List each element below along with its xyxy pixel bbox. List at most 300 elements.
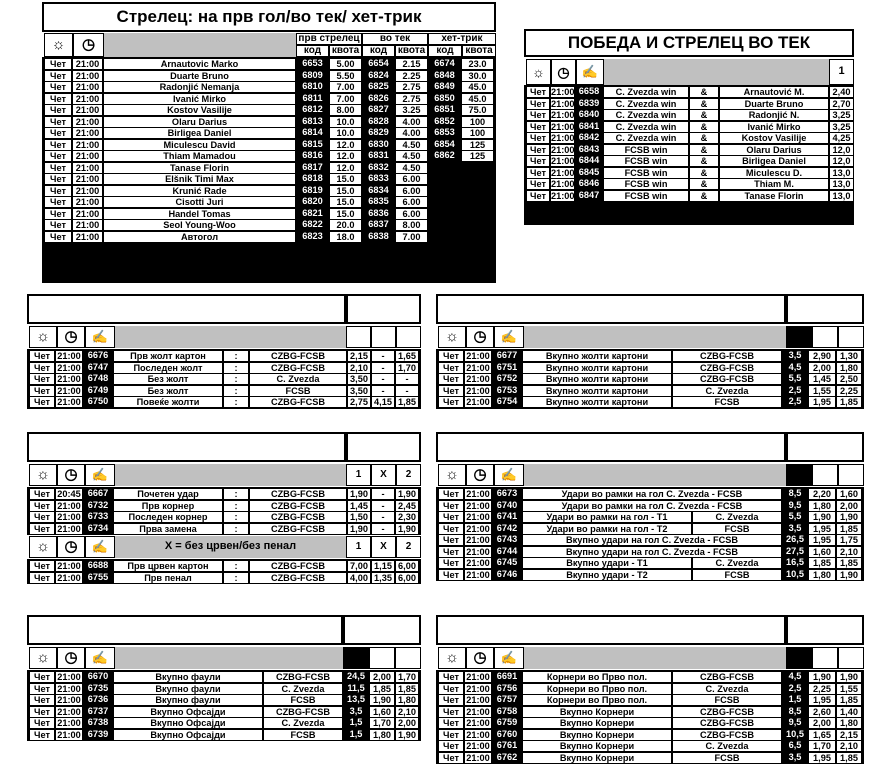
- time-cell: 21:00: [464, 557, 492, 568]
- col-odds: квота: [462, 45, 496, 57]
- table-row: [29, 694, 421, 706]
- hattrick-odds: [461, 231, 494, 242]
- special-col: 1: [346, 536, 371, 558]
- anytime-odds: 4.00: [395, 116, 428, 127]
- anytime-code: 6825: [362, 81, 395, 92]
- shots-col: [812, 464, 838, 486]
- day-cell: Чет: [526, 178, 550, 189]
- odds-1: 3,50: [347, 373, 371, 384]
- code-cell: 6749: [83, 385, 113, 396]
- code-cell: 6734: [83, 523, 113, 534]
- market-name: Последен корнер: [113, 511, 223, 522]
- time-cell: 21:00: [55, 572, 83, 584]
- time-cell: 21:00: [72, 93, 103, 104]
- odds-1: 7,00: [347, 560, 371, 571]
- market-name: Вкупно жолти картони: [522, 350, 672, 361]
- table-row: [29, 500, 421, 512]
- market-name: Вкупно Корнери: [522, 740, 672, 751]
- table-row: [44, 196, 496, 208]
- time-cell: 21:00: [55, 683, 83, 694]
- time-cell: 21:00: [464, 362, 492, 373]
- day-cell: Чет: [438, 362, 464, 373]
- table-row: [438, 546, 864, 558]
- line-cell: 16,5: [782, 557, 808, 568]
- hattrick-code: 6852: [428, 116, 461, 127]
- table-row: [29, 488, 421, 500]
- time-cell: 21:00: [464, 350, 492, 361]
- team-cell: CZBG-FCSB: [672, 373, 782, 384]
- first-scorer-code: 6810: [296, 81, 329, 92]
- odds-over: 2,25: [836, 385, 862, 396]
- odds-under: 1,80: [808, 569, 836, 581]
- table-row: [438, 511, 864, 523]
- time-cell: 21:00: [551, 133, 575, 143]
- market-name: Прв црвен картон: [113, 560, 223, 571]
- team-cell: FCSB: [672, 752, 782, 764]
- code-cell: 6746: [492, 569, 522, 580]
- market-name: Удари во рамки на гол - Т1: [522, 511, 692, 522]
- odds-under: 1,95: [808, 752, 836, 764]
- odds-over: 1,85: [836, 694, 862, 705]
- market-name: Вкупно жолти картони: [522, 396, 672, 408]
- totalyellow-col: [812, 326, 838, 348]
- ampersand: &: [689, 155, 719, 166]
- table-row: [29, 362, 421, 374]
- odds-1: 2,10: [347, 362, 371, 373]
- market-name: Без жолт: [113, 373, 223, 384]
- table-row: [526, 132, 854, 144]
- odds-over: 1,85: [836, 396, 862, 408]
- day-cell: Чет: [526, 121, 550, 132]
- yellow-section: [27, 294, 421, 418]
- first-scorer-code: 6818: [296, 173, 329, 184]
- code-cell: 6739: [83, 729, 113, 740]
- market-name: Корнери во Прво пол.: [522, 683, 672, 694]
- market-name: Без жолт: [113, 385, 223, 396]
- time-cell: 21:00: [55, 717, 83, 728]
- day-cell: Чет: [438, 488, 464, 499]
- market-name: Корнери во Прво пол.: [522, 671, 672, 682]
- team-win: C. Zvezda win: [603, 121, 689, 132]
- odds-under: 2,90: [808, 350, 836, 361]
- day-cell: Чет: [29, 706, 55, 717]
- hattrick-code: [428, 231, 461, 242]
- player-name: Kostov Vasilije: [103, 104, 296, 115]
- col-code: код: [296, 45, 329, 57]
- code-cell: 6747: [83, 362, 113, 373]
- odds-over: 2,15: [836, 729, 862, 740]
- table-row: [438, 396, 864, 408]
- line-cell: 1,5: [782, 694, 808, 705]
- day-cell: Чет: [29, 572, 55, 584]
- time-cell: 21:00: [55, 523, 83, 535]
- day-cell: Чет: [44, 185, 72, 196]
- first-scorer-odds: 10.0: [329, 127, 362, 138]
- day-cell: Чет: [438, 717, 464, 728]
- team-cell: FCSB: [263, 694, 343, 705]
- team-cell: CZBG-FCSB: [249, 572, 347, 584]
- time-cell: 21:00: [55, 511, 83, 522]
- first-scorer-odds: 12.0: [329, 150, 362, 161]
- first-scorer-code: 6814: [296, 127, 329, 138]
- day-cell: Чет: [438, 523, 464, 534]
- code-cell: 6658: [575, 86, 603, 97]
- code-cell: 6756: [492, 683, 522, 694]
- anytime-odds: 2.75: [395, 93, 428, 104]
- hattrick-code: 6854: [428, 139, 461, 150]
- odds-over: 2,50: [836, 373, 862, 384]
- time-cell: 21:00: [72, 185, 103, 196]
- clock-icon: ◷: [73, 33, 104, 57]
- anytime-code: 6826: [362, 93, 395, 104]
- day-cell: Чет: [44, 58, 72, 69]
- player-name: Olaru Darius: [719, 144, 829, 155]
- team-cell: CZBG-FCSB: [249, 560, 347, 571]
- odds-2: 2,45: [395, 500, 419, 511]
- team-cell: CZBG-FCSB: [249, 523, 347, 535]
- time-cell: 21:00: [464, 694, 492, 705]
- odds-under: 1,60: [369, 706, 395, 717]
- time-cell: 21:00: [55, 500, 83, 511]
- anytime-code: 6829: [362, 127, 395, 138]
- hattrick-code: 6848: [428, 70, 461, 81]
- time-cell: 21:00: [72, 208, 103, 219]
- table-row: [526, 86, 854, 98]
- corners-col: [812, 647, 838, 669]
- odds-x: 1,15: [371, 560, 395, 571]
- time-cell: 21:00: [464, 385, 492, 396]
- scorers-header-bar: [104, 33, 296, 57]
- hattrick-odds: 125: [461, 139, 494, 150]
- sun-icon: ☼: [29, 464, 57, 486]
- team-win: C. Zvezda win: [603, 109, 689, 120]
- code-cell: 6691: [492, 671, 522, 682]
- line-cell: 2,5: [782, 396, 808, 407]
- day-cell: Чет: [29, 488, 55, 499]
- player-name: Duarte Bruno: [103, 70, 296, 81]
- hattrick-odds: 30.0: [461, 70, 494, 81]
- odds-under: 2,25: [808, 683, 836, 694]
- line-cell: 3,5: [782, 523, 808, 534]
- odds-under: 1,85: [369, 683, 395, 694]
- code-cell: 6847: [575, 190, 603, 201]
- special-title: [27, 432, 346, 462]
- win-scorer-section: [524, 29, 854, 225]
- day-cell: Чет: [29, 717, 55, 728]
- shots-header-bar: [524, 464, 786, 486]
- anytime-code: 6831: [362, 150, 395, 161]
- time-cell: 21:00: [464, 752, 492, 764]
- ampersand: &: [689, 121, 719, 132]
- table-row: [438, 729, 864, 741]
- code-cell: 6752: [492, 373, 522, 384]
- yellow-title: [27, 294, 346, 324]
- stats-col: [343, 647, 369, 669]
- odds-over: 2,00: [836, 500, 862, 511]
- shots-title: [436, 432, 786, 462]
- code-cell: 6743: [492, 534, 522, 545]
- col-first-scorer: прв стрелец: [296, 33, 362, 45]
- yellow-header-bar: [115, 326, 346, 348]
- team-cell: FCSB: [249, 385, 347, 396]
- player-name: Автогол: [103, 231, 296, 243]
- odds-over: 1,40: [836, 706, 862, 717]
- day-cell: Чет: [29, 350, 55, 361]
- anytime-code: 6824: [362, 70, 395, 81]
- corners-section: [436, 615, 864, 777]
- table-row: [438, 373, 864, 385]
- market-name: Вкупно удари - Т2: [522, 569, 692, 581]
- special-rows: [29, 488, 421, 534]
- odds-over: 1,90: [836, 569, 862, 581]
- code-cell: 6762: [492, 752, 522, 763]
- odds-under: 1,45: [808, 373, 836, 384]
- day-cell: Чет: [44, 231, 72, 243]
- special-col: 2: [396, 464, 421, 486]
- table-row: [44, 173, 496, 185]
- market-name: Вкупно Корнери: [522, 717, 672, 728]
- table-row: [526, 178, 854, 190]
- ampersand: &: [689, 109, 719, 120]
- team-cell: CZBG-FCSB: [249, 488, 347, 499]
- first-scorer-code: 6817: [296, 162, 329, 173]
- line-cell: 6,5: [782, 740, 808, 751]
- table-row: [526, 190, 854, 202]
- player-name: Arnautovic Marko: [103, 58, 296, 69]
- anytime-code: 6835: [362, 196, 395, 207]
- odds-cell: 13,0: [829, 190, 854, 202]
- table-row: [438, 523, 864, 535]
- hattrick-odds: [461, 208, 494, 219]
- odds-over: 1,85: [395, 683, 419, 694]
- time-cell: 21:00: [464, 569, 492, 581]
- line-cell: 5,5: [782, 373, 808, 384]
- odds-x: -: [371, 385, 395, 396]
- day-cell: Чет: [44, 208, 72, 219]
- anytime-code: 6837: [362, 219, 395, 230]
- code-cell: 6673: [492, 488, 522, 499]
- anytime-odds: 6.00: [395, 208, 428, 219]
- win-scorer-rows: [526, 86, 854, 201]
- team-cell: C. Zvezda: [263, 717, 343, 728]
- day-cell: Чет: [44, 173, 72, 184]
- odds-under: 1,95: [808, 523, 836, 534]
- clock-icon: ◷: [57, 464, 85, 486]
- player-name: Radonjić Nemanja: [103, 81, 296, 92]
- time-cell: 21:00: [55, 350, 83, 361]
- special-col: 1: [346, 464, 371, 486]
- odds-1: 1,50: [347, 511, 371, 522]
- clock-icon: ◷: [466, 464, 494, 486]
- hattrick-code: [428, 219, 461, 230]
- odds-under: 1,90: [808, 511, 836, 522]
- sun-icon: ☼: [44, 33, 73, 57]
- odds-x: -: [371, 523, 395, 535]
- day-cell: Чет: [438, 511, 464, 522]
- player-name: Ivanić Mirko: [103, 93, 296, 104]
- shots-col: [838, 464, 864, 486]
- corners-col: [786, 647, 812, 669]
- table-row: [438, 671, 864, 683]
- clock-icon: ◷: [57, 326, 85, 348]
- col-1: 1: [829, 59, 854, 85]
- time-cell: 21:00: [72, 150, 103, 161]
- anytime-code: 6830: [362, 139, 395, 150]
- pen-icon: ✍: [85, 326, 115, 348]
- anytime-odds: 8.00: [395, 219, 428, 230]
- table-row: [526, 155, 854, 167]
- separator: :: [223, 500, 249, 511]
- code-cell: 6670: [83, 671, 113, 682]
- anytime-odds: 2.15: [395, 58, 428, 69]
- code-cell: 6759: [492, 717, 522, 728]
- time-cell: 21:00: [72, 173, 103, 184]
- market-name: Корнери во Прво пол.: [522, 694, 672, 705]
- odds-under: 1,60: [808, 546, 836, 557]
- time-cell: 21:00: [72, 104, 103, 115]
- odds-1: 4,00: [347, 572, 371, 584]
- odds-under: 1,70: [369, 717, 395, 728]
- code-cell: 6733: [83, 511, 113, 522]
- odds-under: 1,90: [808, 671, 836, 682]
- odds-over: 1,90: [395, 729, 419, 741]
- day-cell: Чет: [526, 144, 550, 155]
- odds-cell: 3,25: [829, 121, 854, 132]
- odds-under: 1,80: [808, 500, 836, 511]
- hattrick-odds: 100: [461, 127, 494, 138]
- day-cell: Чет: [438, 752, 464, 764]
- code-cell: 6841: [575, 121, 603, 132]
- line-cell: 9,5: [782, 717, 808, 728]
- anytime-odds: 4.50: [395, 139, 428, 150]
- first-scorer-code: 6822: [296, 219, 329, 230]
- market-name: Вкупно Корнери: [522, 729, 672, 740]
- table-row: [29, 350, 421, 362]
- table-row: [44, 231, 496, 243]
- time-cell: 21:00: [464, 396, 492, 408]
- first-scorer-odds: 7.00: [329, 81, 362, 92]
- table-row: [29, 385, 421, 397]
- team-cell: FCSB: [692, 569, 782, 581]
- player-name: Birligea Daniel: [103, 127, 296, 138]
- line-cell: 26,5: [782, 534, 808, 545]
- first-scorer-code: 6821: [296, 208, 329, 219]
- odds-over: 2,10: [836, 740, 862, 751]
- day-cell: Чет: [438, 500, 464, 511]
- table-row: [438, 752, 864, 764]
- line-cell: 3,5: [782, 752, 808, 763]
- market-name: Удари во рамки на гол - Т2: [522, 523, 692, 534]
- day-cell: Чет: [29, 373, 55, 384]
- market-name: Вкупно удари - Т1: [522, 557, 692, 568]
- market-name: Прв корнер: [113, 500, 223, 511]
- first-scorer-code: 6812: [296, 104, 329, 115]
- col-hattrick: хет-трик: [428, 33, 496, 45]
- code-cell: 6667: [83, 488, 113, 499]
- table-row: [438, 740, 864, 752]
- time-cell: 21:00: [55, 560, 83, 571]
- corners-header-bar: [524, 647, 786, 669]
- time-cell: 21:00: [551, 156, 575, 166]
- code-cell: 6688: [83, 560, 113, 571]
- team-cell: C. Zvezda: [672, 740, 782, 751]
- time-cell: 21:00: [72, 196, 103, 207]
- code-cell: 6742: [492, 523, 522, 534]
- time-cell: 21:00: [72, 127, 103, 138]
- first-scorer-code: 6819: [296, 185, 329, 196]
- team-cell: CZBG-FCSB: [672, 350, 782, 361]
- first-scorer-odds: 5.50: [329, 70, 362, 81]
- time-cell: 21:00: [464, 511, 492, 522]
- time-cell: 21:00: [464, 740, 492, 751]
- odds-cell: 4,25: [829, 132, 854, 143]
- hattrick-code: [428, 196, 461, 207]
- stats-rows: [29, 671, 421, 740]
- line-cell: 4,5: [782, 671, 808, 682]
- totalyellow-title: [436, 294, 786, 324]
- pen-icon: ✍: [85, 647, 115, 669]
- totalyellow-col: [786, 326, 812, 348]
- first-scorer-code: 6813: [296, 116, 329, 127]
- hattrick-odds: [461, 173, 494, 184]
- day-cell: Чет: [29, 511, 55, 522]
- odds-under: 2,00: [808, 717, 836, 728]
- time-cell: 21:00: [551, 167, 575, 178]
- anytime-code: 6838: [362, 231, 395, 242]
- market-name: Почетен удар: [113, 488, 223, 499]
- team-win: C. Zvezda win: [603, 132, 689, 143]
- player-name: Thiam Mamadou: [103, 150, 296, 161]
- odds-2: -: [395, 385, 419, 396]
- day-cell: Чет: [438, 683, 464, 694]
- col-odds: квота: [395, 45, 428, 57]
- market-name: Вкупно удари на гол C. Zvezda - FCSB: [522, 546, 782, 557]
- code-cell: 6843: [575, 144, 603, 155]
- team-cell: C. Zvezda: [263, 683, 343, 694]
- code-cell: 6736: [83, 694, 113, 705]
- team-cell: FCSB: [672, 396, 782, 408]
- odds-x: 4,15: [371, 396, 395, 408]
- special-col: 2: [396, 536, 421, 558]
- player-name: Arnautović M.: [719, 86, 829, 97]
- day-cell: Чет: [44, 127, 72, 138]
- team-cell: CZBG-FCSB: [263, 706, 343, 717]
- odds-2: -: [395, 373, 419, 384]
- player-name: Krunić Rade: [103, 185, 296, 196]
- first-scorer-code: 6811: [296, 93, 329, 104]
- ampersand: &: [689, 190, 719, 202]
- hattrick-odds: 100: [461, 116, 494, 127]
- code-cell: 6840: [575, 109, 603, 120]
- table-row: [29, 396, 421, 408]
- market-name: Последен жолт: [113, 362, 223, 373]
- time-cell: 21:00: [464, 523, 492, 534]
- table-row: [438, 557, 864, 569]
- odds-over: 1,55: [836, 683, 862, 694]
- first-scorer-odds: 15.0: [329, 173, 362, 184]
- day-cell: Чет: [29, 729, 55, 741]
- team-cell: C. Zvezda: [692, 557, 782, 568]
- day-cell: Чет: [438, 706, 464, 717]
- odds-over: 1,85: [836, 557, 862, 568]
- time-cell: 21:00: [72, 219, 103, 230]
- sun-icon: ☼: [438, 647, 466, 669]
- team-cell: CZBG-FCSB: [672, 717, 782, 728]
- market-name: Вкупно Корнери: [522, 752, 672, 764]
- market-name: Вкупно фаули: [113, 694, 263, 705]
- first-scorer-odds: 8.00: [329, 104, 362, 115]
- day-cell: Чет: [438, 373, 464, 384]
